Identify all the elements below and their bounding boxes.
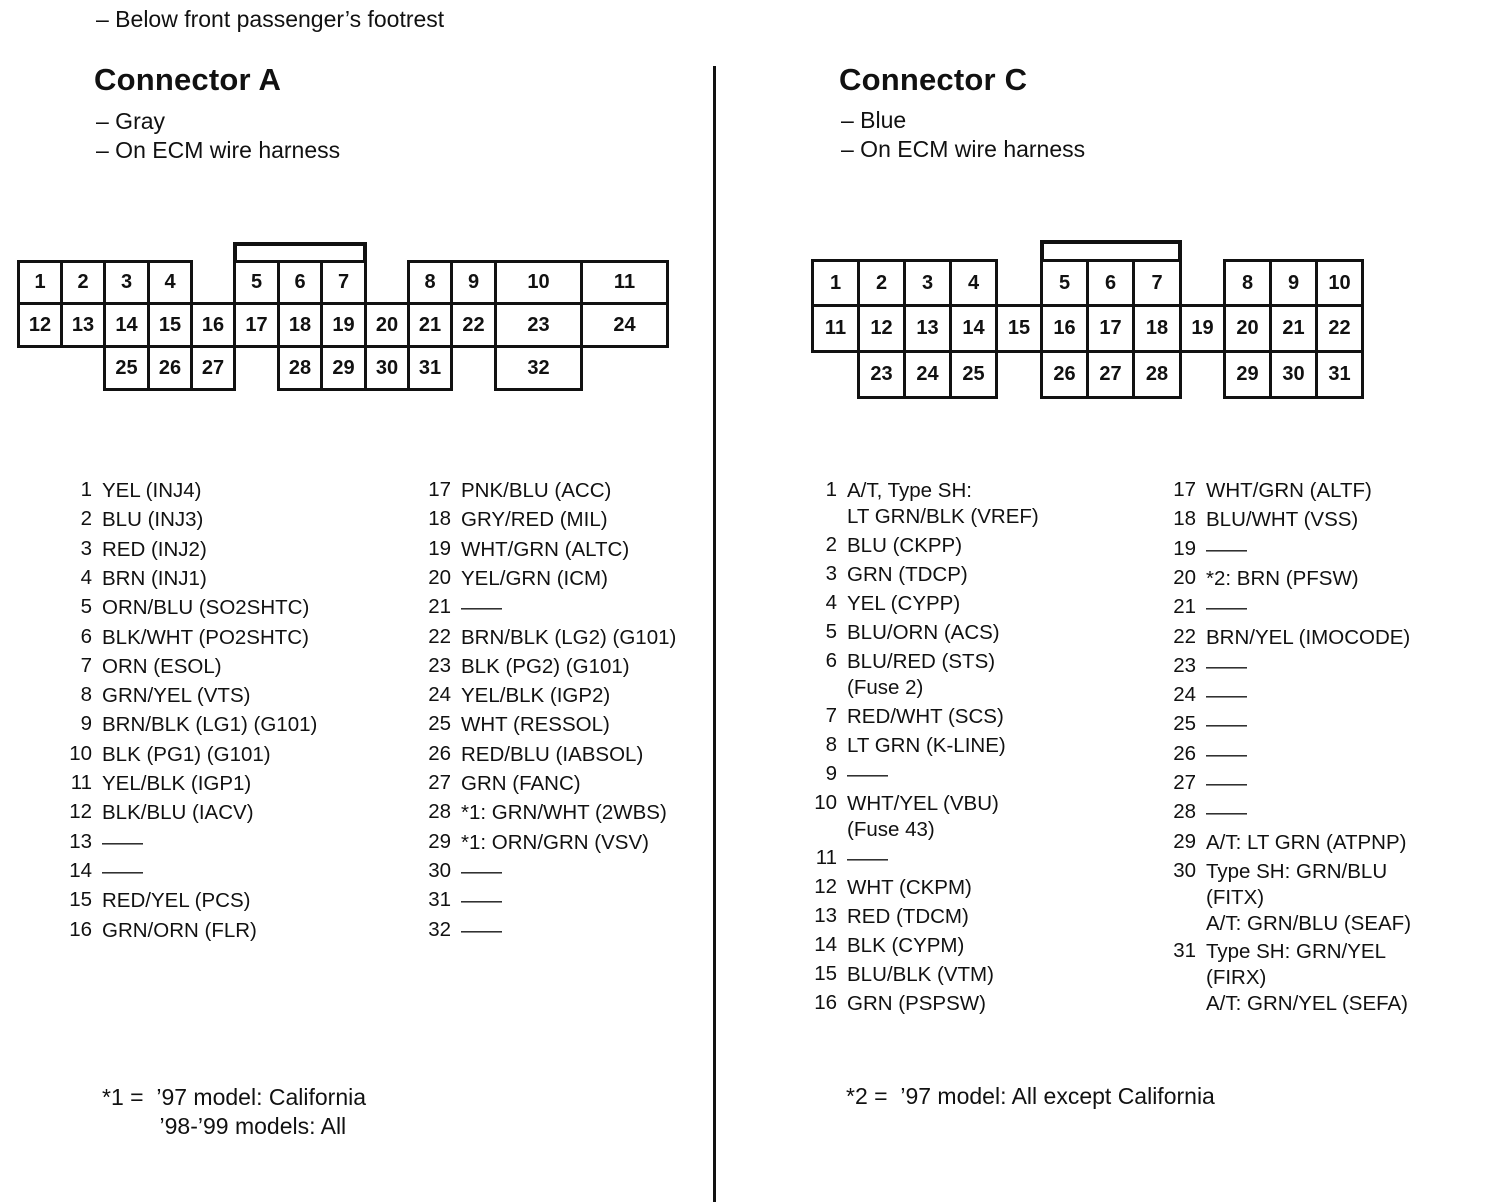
pin-description-line: GRN (FANC) <box>461 772 581 795</box>
connector-c-pin-21: 21 <box>1269 304 1318 353</box>
pin-description <box>847 962 994 988</box>
pin-number: 15 <box>69 888 92 912</box>
pin-description-line: WHT (CKPM) <box>847 876 972 899</box>
connector-c-pin-16: 16 <box>1040 304 1089 353</box>
pin-description-line: WHT/YEL (VBU) <box>847 792 999 815</box>
connector-a-footnote: *1 = ’97 model: California ’98-’99 models: All <box>102 1084 367 1139</box>
pin-number: 9 <box>80 712 92 736</box>
pin-description <box>1206 683 1247 709</box>
pin-number: 31 <box>1173 939 1196 963</box>
pin-number: 27 <box>428 771 451 794</box>
pin-description-line: —— <box>1206 801 1247 825</box>
pin-description-line: GRN (PSPSW) <box>847 992 986 1015</box>
connector-c-color: – Blue <box>841 107 907 133</box>
connector-a-pin-15: 15 <box>147 302 193 348</box>
connector-c-pin-8: 8 <box>1223 259 1272 307</box>
pin-description <box>847 733 1006 759</box>
connector-a-pin-26: 26 <box>147 345 193 391</box>
pin-number: 23 <box>1173 653 1196 677</box>
pin-number: 10 <box>814 791 837 814</box>
pin-description-line: BLU (INJ3) <box>102 508 204 532</box>
connector-c-pin-1: 1 <box>811 259 860 307</box>
pin-description <box>1206 595 1247 621</box>
pin-description-line: RED/BLU (IABSOL) <box>461 742 644 766</box>
connector-c-pin-10: 10 <box>1315 259 1364 307</box>
connector-a-pin-1: 1 <box>17 260 63 305</box>
connector-a-pin-28: 28 <box>277 345 323 391</box>
pin-number: 1 <box>825 478 837 501</box>
pin-number: 12 <box>814 875 837 898</box>
pin-description <box>461 742 643 768</box>
connector-c-pin-29: 29 <box>1223 350 1272 399</box>
connector-a-pin-22: 22 <box>450 302 497 348</box>
pin-number: 11 <box>70 771 92 794</box>
pin-description-line: BRN/YEL (IMOCODE) <box>1206 625 1411 649</box>
pin-description-line: —— <box>461 918 502 942</box>
connector-c-pin-25: 25 <box>949 350 998 399</box>
pin-description <box>102 712 317 738</box>
pin-number: 22 <box>1173 624 1196 648</box>
pin-description-line: —— <box>461 859 502 883</box>
pin-number: 12 <box>69 800 92 824</box>
pin-description <box>102 918 257 944</box>
connector-c-pin-19: 19 <box>1179 304 1226 353</box>
pin-description-line: —— <box>1206 713 1247 737</box>
connector-a-pin-19: 19 <box>320 302 367 348</box>
pin-number: 13 <box>69 829 92 853</box>
pin-number: 19 <box>428 536 451 560</box>
pin-description-line: YEL/GRN (ICM) <box>461 566 608 590</box>
pin-description-line: WHT/GRN (ALTF) <box>1206 479 1372 502</box>
pin-description-line: GRN/ORN (FLR) <box>102 918 257 942</box>
pin-number: 18 <box>428 507 451 531</box>
pin-description <box>461 712 610 738</box>
location-note: – Below front passenger’s footrest <box>96 6 445 32</box>
pin-description <box>847 762 888 788</box>
connector-a-pin-27: 27 <box>190 345 236 391</box>
pin-description-line: YEL (CYPP) <box>847 592 961 615</box>
pin-number: 24 <box>428 683 451 707</box>
connector-c-pin-24: 24 <box>903 350 952 399</box>
pin-description <box>847 933 964 959</box>
pin-description <box>1206 654 1247 680</box>
pin-number: 21 <box>1173 595 1196 619</box>
pin-description <box>102 888 250 914</box>
connector-c-pin-5: 5 <box>1040 259 1089 307</box>
pin-description <box>1206 712 1247 738</box>
pin-number: 11 <box>815 846 837 869</box>
connector-c-pin-23: 23 <box>857 350 906 399</box>
pin-description <box>1206 830 1406 856</box>
pin-description-line: Type SH: GRN/BLU <box>1206 859 1388 883</box>
pin-description <box>1206 771 1247 797</box>
pin-description-line: *2: BRN (PFSW) <box>1206 566 1359 590</box>
pin-description <box>847 649 995 701</box>
pin-description-line: A/T, Type SH: <box>847 479 972 502</box>
pin-description-line: —— <box>1206 537 1247 561</box>
pin-description-line: WHT (RESSOL) <box>461 713 610 737</box>
pin-number: 4 <box>80 565 92 589</box>
pin-description-line: —— <box>1206 772 1247 795</box>
connector-a-pin-10: 10 <box>494 260 583 305</box>
pin-description <box>102 478 202 504</box>
pin-description <box>461 595 502 621</box>
pin-description-line: GRN (TDCP) <box>847 563 968 586</box>
pin-number: 8 <box>80 683 92 707</box>
connector-a-pin-6: 6 <box>277 260 323 305</box>
pin-number: 23 <box>428 653 451 677</box>
pin-number: 16 <box>814 991 837 1014</box>
pin-description <box>461 918 502 944</box>
pin-number: 6 <box>825 649 837 672</box>
pin-number: 15 <box>814 962 837 985</box>
pin-description <box>847 478 1039 530</box>
connector-c-pin-18: 18 <box>1132 304 1182 353</box>
pin-description <box>847 620 1000 646</box>
connector-a-pin-2: 2 <box>60 260 106 305</box>
pin-number: 29 <box>428 829 451 853</box>
pin-number: 5 <box>80 595 92 619</box>
connector-a-color: – Gray <box>96 108 166 134</box>
pin-description <box>102 595 309 621</box>
column-divider <box>713 66 716 1202</box>
pin-description-line: —— <box>1206 654 1247 678</box>
connector-a-pin-17: 17 <box>233 302 280 348</box>
connector-a-pin-5: 5 <box>233 260 280 305</box>
pin-description-line: BRN/BLK (LG1) (G101) <box>102 713 318 737</box>
pin-description-line: ORN (ESOL) <box>102 654 222 678</box>
pin-description-line: —— <box>102 830 143 854</box>
pin-description <box>461 771 581 797</box>
pin-number: 14 <box>69 858 92 882</box>
connector-c-description <box>841 106 1085 164</box>
pin-description-line: BLU/BLK (VTM) <box>847 963 994 986</box>
connector-c-pin-13: 13 <box>903 304 952 353</box>
connector-c-pin-30: 30 <box>1269 350 1318 399</box>
pin-description-line: LT GRN/BLK (VREF) <box>847 505 1039 528</box>
pin-description <box>461 683 610 709</box>
connector-a-pin-29: 29 <box>320 345 367 391</box>
connector-a-pin-16: 16 <box>190 302 236 348</box>
connector-c-title: Connector C <box>839 62 1028 97</box>
pin-description-line: BLK (PG2) (G101) <box>461 654 630 678</box>
pin-description-line: RED/WHT (SCS) <box>847 705 1004 728</box>
connector-c-pin-22: 22 <box>1315 304 1364 353</box>
pin-number: 29 <box>1173 829 1196 853</box>
connector-c-pin-2: 2 <box>857 259 906 307</box>
connector-c-pin-9: 9 <box>1269 259 1318 307</box>
pin-number: 7 <box>80 653 92 677</box>
pin-description-line: BLK (CYPM) <box>847 934 965 957</box>
pin-description-line: BLK/BLU (IACV) <box>102 801 254 825</box>
pin-description <box>1206 800 1247 826</box>
pin-description <box>102 654 222 680</box>
pin-number: 13 <box>814 904 837 927</box>
pin-description-line: YEL/BLK (IGP2) <box>461 684 611 708</box>
connector-a-pin-20: 20 <box>364 302 410 348</box>
connector-c-location: – On ECM wire harness <box>841 136 1086 162</box>
connector-a-pin-25: 25 <box>103 345 150 391</box>
connector-c-pin-27: 27 <box>1086 350 1135 399</box>
pin-description <box>461 830 649 856</box>
pin-description <box>102 830 143 856</box>
pin-number: 2 <box>825 533 837 556</box>
pin-number: 32 <box>428 917 451 941</box>
pin-description <box>102 537 207 563</box>
pin-description-line: Type SH: GRN/YEL <box>1206 940 1387 964</box>
pin-description-line: (Fuse 2) <box>847 676 924 699</box>
pin-number: 27 <box>1173 771 1196 794</box>
pin-description-line: LT GRN (K-LINE) <box>847 734 1006 757</box>
connector-c-footnote: *2 = ’97 model: All except California <box>846 1083 1215 1109</box>
pin-number: 19 <box>1173 536 1196 560</box>
pin-number: 2 <box>80 507 92 531</box>
connector-c-pin-14: 14 <box>949 304 998 353</box>
pin-description <box>461 625 676 651</box>
pin-description-line: GRN/YEL (VTS) <box>102 684 251 708</box>
connector-a-pin-12: 12 <box>17 302 63 348</box>
pin-description <box>461 566 608 592</box>
pin-number: 1 <box>80 478 92 501</box>
connector-c-pin-15: 15 <box>995 304 1043 353</box>
pin-description <box>461 800 667 826</box>
pin-description-line: —— <box>1206 596 1247 620</box>
pin-description <box>102 859 143 885</box>
pin-description-line: BRN/BLK (LG2) (G101) <box>461 625 677 649</box>
connector-c-pin-17: 17 <box>1086 304 1135 353</box>
pin-description <box>847 791 999 843</box>
pin-number: 31 <box>428 888 451 912</box>
connector-c-pin-4: 4 <box>949 259 998 307</box>
pin-description-line: *1: ORN/GRN (VSV) <box>461 830 649 854</box>
pin-description-line: BLU (CKPP) <box>847 534 963 557</box>
pin-description <box>461 888 502 914</box>
pin-description <box>102 625 309 651</box>
pin-description <box>1206 537 1247 563</box>
connector-a-title: Connector A <box>94 62 282 97</box>
pin-description <box>461 478 611 504</box>
connector-c-pin-26: 26 <box>1040 350 1089 399</box>
connector-c-pin-7: 7 <box>1132 259 1182 307</box>
pin-description-line: (FIRX) <box>1206 966 1267 990</box>
connector-a-pin-18: 18 <box>277 302 323 348</box>
pin-description-line: —— <box>461 889 502 913</box>
pin-description <box>102 683 250 709</box>
connector-a-pin-23: 23 <box>494 302 583 348</box>
pin-description <box>1206 478 1372 504</box>
pin-description-line: RED (INJ2) <box>102 537 207 561</box>
pin-number: 3 <box>80 536 92 560</box>
connector-a-pin-21: 21 <box>407 302 453 348</box>
connector-a-pin-9: 9 <box>450 260 497 305</box>
connector-a-pin-8: 8 <box>407 260 453 305</box>
pin-description <box>461 859 502 885</box>
pin-description-line: WHT/GRN (ALTC) <box>461 537 630 561</box>
pin-description-line: ORN/BLU (SO2SHTC) <box>102 596 310 620</box>
pin-description-line: A/T: GRN/BLU (SEAF) <box>1206 911 1412 935</box>
pin-description <box>1206 507 1358 533</box>
pin-description <box>461 537 629 563</box>
pin-number: 4 <box>825 591 837 614</box>
pin-description-line: A/T: LT GRN (ATPNP) <box>1206 830 1407 854</box>
pin-description-line: BLK (PG1) (G101) <box>102 742 271 766</box>
pin-description <box>102 771 251 797</box>
connector-a-pin-32: 32 <box>494 345 583 391</box>
pin-description-line: —— <box>1206 684 1247 708</box>
pin-number: 6 <box>80 624 92 648</box>
pin-description-line: —— <box>461 596 502 620</box>
connector-c-pin-28: 28 <box>1132 350 1182 399</box>
pin-number: 20 <box>1173 565 1196 589</box>
pin-number: 21 <box>428 595 451 619</box>
pin-number: 8 <box>825 733 837 756</box>
pin-number: 18 <box>1173 507 1196 531</box>
pin-description <box>1206 939 1408 1017</box>
pin-number: 3 <box>825 562 837 585</box>
pin-description-line: BLU/ORN (ACS) <box>847 621 1000 644</box>
connector-a-location: – On ECM wire harness <box>96 137 341 163</box>
connector-c-pin-31: 31 <box>1315 350 1364 399</box>
pin-description <box>847 904 969 930</box>
pin-number: 22 <box>428 624 451 648</box>
pin-number: 26 <box>1173 741 1196 765</box>
pin-description <box>102 800 254 826</box>
pin-description-line: *1: GRN/WHT (2WBS) <box>461 801 667 825</box>
connector-a-pin-30: 30 <box>364 345 410 391</box>
pin-number: 25 <box>428 712 451 736</box>
pin-description-line: GRY/RED (MIL) <box>461 508 608 532</box>
pin-number: 24 <box>1173 683 1196 707</box>
pin-number: 20 <box>428 565 451 589</box>
pin-number: 30 <box>1173 858 1196 882</box>
pin-description <box>102 742 271 768</box>
pin-number: 30 <box>428 858 451 882</box>
pin-number: 9 <box>825 762 837 785</box>
pin-description-line: YEL/BLK (IGP1) <box>102 772 252 795</box>
connector-a-pin-4: 4 <box>147 260 193 305</box>
pin-description-line: (Fuse 43) <box>847 818 935 841</box>
pin-description-line: —— <box>1206 742 1247 766</box>
pin-number: 5 <box>825 620 837 643</box>
connector-a-pin-3: 3 <box>103 260 150 305</box>
connector-c-pin-12: 12 <box>857 304 906 353</box>
pin-number: 28 <box>428 800 451 824</box>
connector-a-pin-13: 13 <box>60 302 106 348</box>
pin-description <box>461 507 608 533</box>
pin-description-line: A/T: GRN/YEL (SEFA) <box>1206 992 1409 1016</box>
connector-c-pin-11: 11 <box>811 304 860 353</box>
pin-description-line: BLK/WHT (PO2SHTC) <box>102 625 309 649</box>
pin-number: 17 <box>428 478 451 501</box>
pin-number: 26 <box>428 741 451 765</box>
pin-description-line: PNK/BLU (ACC) <box>461 479 612 502</box>
pin-description-line: (FITX) <box>1206 885 1265 909</box>
pin-description-line: BRN (INJ1) <box>102 566 207 590</box>
pin-description <box>847 875 972 901</box>
pin-description-line: —— <box>847 847 888 870</box>
pin-description <box>1206 625 1410 651</box>
connector-a-pin-7: 7 <box>320 260 367 305</box>
pin-number: 16 <box>69 917 92 941</box>
connector-c-pin-6: 6 <box>1086 259 1135 307</box>
pin-description-line: —— <box>847 763 888 786</box>
connector-a-pin-24: 24 <box>580 302 669 348</box>
pin-description-line: RED/YEL (PCS) <box>102 889 251 913</box>
connector-c-pin-3: 3 <box>903 259 952 307</box>
pin-description-line: BLU/RED (STS) <box>847 650 996 673</box>
pin-number: 14 <box>814 933 837 956</box>
pin-description-line: —— <box>102 859 143 883</box>
pin-description <box>847 533 962 559</box>
connector-a-pin-14: 14 <box>103 302 150 348</box>
pin-description-line: RED (TDCM) <box>847 905 969 928</box>
pin-description <box>1206 566 1359 592</box>
pin-description <box>847 591 960 617</box>
connector-c-pin-20: 20 <box>1223 304 1272 353</box>
pin-description-line: YEL (INJ4) <box>102 479 202 502</box>
pin-description <box>847 991 986 1017</box>
pin-description <box>461 654 630 680</box>
pin-description <box>847 704 1004 730</box>
pin-description <box>847 562 968 588</box>
connector-a-pin-31: 31 <box>407 345 453 391</box>
connector-a-description <box>96 107 340 165</box>
pin-number: 10 <box>69 741 92 765</box>
pin-number: 7 <box>825 704 837 727</box>
pin-description-line: BLU/WHT (VSS) <box>1206 508 1359 532</box>
pin-description <box>102 566 207 592</box>
pin-number: 17 <box>1173 478 1196 501</box>
connector-a-pin-11: 11 <box>580 260 669 305</box>
pin-number: 25 <box>1173 712 1196 736</box>
pin-description <box>1206 859 1411 937</box>
pin-description <box>847 846 888 872</box>
pin-description <box>1206 742 1247 768</box>
pin-number: 28 <box>1173 800 1196 824</box>
pin-description <box>102 507 203 533</box>
